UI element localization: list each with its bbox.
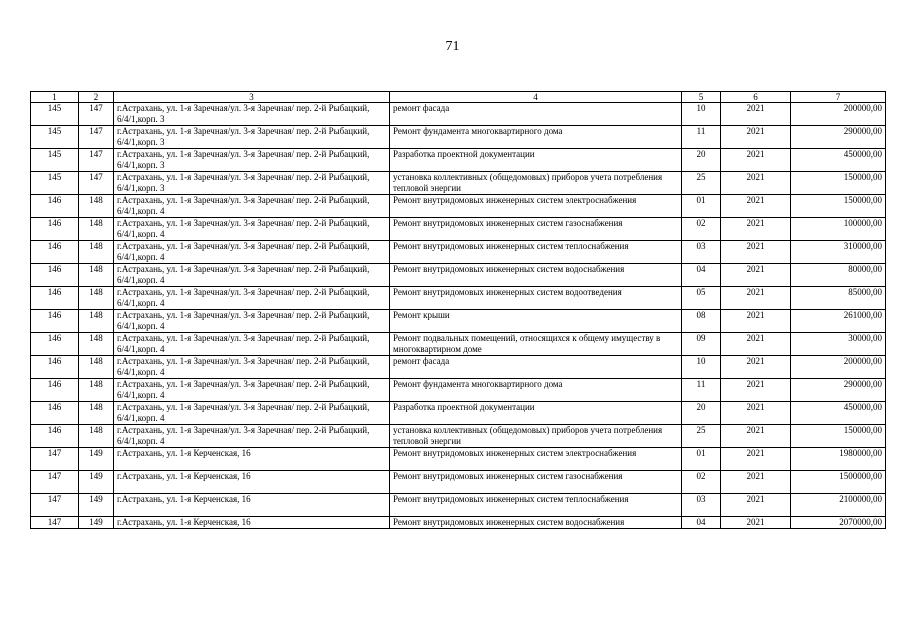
work-code-cell: 11 [682, 379, 721, 402]
work-type-cell: Ремонт внутридомовых инженерных систем электроснабжения [390, 448, 682, 471]
house-number-cell: 148 [79, 425, 114, 448]
year-cell: 2021 [721, 126, 791, 149]
house-number-cell: 147 [79, 149, 114, 172]
table-row [31, 448, 886, 471]
year-cell: 2021 [721, 172, 791, 195]
cost-cell: 2070000,00 [791, 517, 886, 529]
work-code-cell: 25 [682, 425, 721, 448]
work-code-cell: 10 [682, 356, 721, 379]
work-type-cell: установка коллективных (общедомовых) приборов учета потребления тепловой энергии [390, 425, 682, 448]
house-number-cell: 148 [79, 218, 114, 241]
address-cell: г.Астрахань, ул. 1-я Заречная/ул. 3-я Заречная/ пер. 2-й Рыбацкий, 6/4/1,корп. 4 [114, 310, 390, 333]
work-code-cell: 01 [682, 448, 721, 471]
year-cell: 2021 [721, 103, 791, 126]
work-code-cell: 05 [682, 287, 721, 310]
year-cell: 2021 [721, 425, 791, 448]
cost-cell: 310000,00 [791, 241, 886, 264]
cost-cell: 1980000,00 [791, 448, 886, 471]
cost-cell: 150000,00 [791, 425, 886, 448]
year-cell: 2021 [721, 448, 791, 471]
work-type-cell: Ремонт крыши [390, 310, 682, 333]
work-type-cell: Ремонт внутридомовых инженерных систем газоснабжения [390, 471, 682, 494]
address-cell: г.Астрахань, ул. 1-я Заречная/ул. 3-я Заречная/ пер. 2-й Рыбацкий, 6/4/1,корп. 4 [114, 379, 390, 402]
work-type-cell: Ремонт внутридомовых инженерных систем водоотведения [390, 287, 682, 310]
column-header: 5 [682, 92, 721, 103]
table-row [31, 402, 886, 425]
address-cell: г.Астрахань, ул. 1-я Заречная/ул. 3-я Заречная/ пер. 2-й Рыбацкий, 6/4/1,корп. 3 [114, 126, 390, 149]
house-number-cell: 148 [79, 241, 114, 264]
table-row [31, 425, 886, 448]
year-cell: 2021 [721, 241, 791, 264]
house-number-cell: 148 [79, 287, 114, 310]
row-index-cell: 146 [31, 333, 79, 356]
table-row [31, 333, 886, 356]
table-row [31, 356, 886, 379]
house-number-cell: 147 [79, 126, 114, 149]
cost-cell: 85000,00 [791, 287, 886, 310]
table-row [31, 103, 886, 126]
work-type-cell: Ремонт подвальных помещений, относящихся к общему имуществу в многоквартирном доме [390, 333, 682, 356]
work-code-cell: 03 [682, 241, 721, 264]
year-cell: 2021 [721, 218, 791, 241]
house-number-cell: 149 [79, 471, 114, 494]
work-type-cell: Ремонт фундамента многоквартирного дома [390, 379, 682, 402]
address-cell: г.Астрахань, ул. 1-я Керченская, 16 [114, 517, 390, 529]
work-code-cell: 20 [682, 149, 721, 172]
row-index-cell: 145 [31, 126, 79, 149]
work-code-cell: 11 [682, 126, 721, 149]
work-code-cell: 04 [682, 264, 721, 287]
address-cell: г.Астрахань, ул. 1-я Керченская, 16 [114, 471, 390, 494]
address-cell: г.Астрахань, ул. 1-я Керченская, 16 [114, 494, 390, 517]
row-index-cell: 146 [31, 218, 79, 241]
work-code-cell: 03 [682, 494, 721, 517]
row-index-cell: 147 [31, 448, 79, 471]
row-index-cell: 146 [31, 310, 79, 333]
house-number-cell: 148 [79, 379, 114, 402]
row-index-cell: 146 [31, 264, 79, 287]
column-header: 3 [114, 92, 390, 103]
address-cell: г.Астрахань, ул. 1-я Заречная/ул. 3-я Заречная/ пер. 2-й Рыбацкий, 6/4/1,корп. 4 [114, 264, 390, 287]
table-row [31, 218, 886, 241]
column-header: 4 [390, 92, 682, 103]
address-cell: г.Астрахань, ул. 1-я Заречная/ул. 3-я Заречная/ пер. 2-й Рыбацкий, 6/4/1,корп. 4 [114, 333, 390, 356]
table-row [31, 517, 886, 529]
cost-cell: 450000,00 [791, 149, 886, 172]
cost-cell: 261000,00 [791, 310, 886, 333]
house-number-cell: 148 [79, 195, 114, 218]
work-type-cell: ремонт фасада [390, 356, 682, 379]
address-cell: г.Астрахань, ул. 1-я Керченская, 16 [114, 448, 390, 471]
work-code-cell: 08 [682, 310, 721, 333]
table-row [31, 241, 886, 264]
work-type-cell: Разработка проектной документации [390, 402, 682, 425]
year-cell: 2021 [721, 402, 791, 425]
house-number-cell: 148 [79, 356, 114, 379]
cost-cell: 450000,00 [791, 402, 886, 425]
row-index-cell: 146 [31, 425, 79, 448]
table-body [31, 103, 886, 529]
table-row [31, 379, 886, 402]
table-row [31, 494, 886, 517]
address-cell: г.Астрахань, ул. 1-я Заречная/ул. 3-я Заречная/ пер. 2-й Рыбацкий, 6/4/1,корп. 3 [114, 172, 390, 195]
address-cell: г.Астрахань, ул. 1-я Заречная/ул. 3-я Заречная/ пер. 2-й Рыбацкий, 6/4/1,корп. 3 [114, 103, 390, 126]
cost-cell: 80000,00 [791, 264, 886, 287]
year-cell: 2021 [721, 149, 791, 172]
address-cell: г.Астрахань, ул. 1-я Заречная/ул. 3-я Заречная/ пер. 2-й Рыбацкий, 6/4/1,корп. 4 [114, 218, 390, 241]
table-row [31, 126, 886, 149]
work-type-cell: Ремонт внутридомовых инженерных систем водоснабжения [390, 517, 682, 529]
row-index-cell: 146 [31, 241, 79, 264]
year-cell: 2021 [721, 379, 791, 402]
row-index-cell: 146 [31, 195, 79, 218]
row-index-cell: 147 [31, 517, 79, 529]
column-header: 2 [79, 92, 114, 103]
row-index-cell: 145 [31, 149, 79, 172]
page-number: 71 [445, 39, 460, 54]
work-schedule-table [30, 91, 886, 529]
row-index-cell: 146 [31, 379, 79, 402]
address-cell: г.Астрахань, ул. 1-я Заречная/ул. 3-я Заречная/ пер. 2-й Рыбацкий, 6/4/1,корп. 4 [114, 356, 390, 379]
cost-cell: 290000,00 [791, 379, 886, 402]
work-type-cell: Ремонт внутридомовых инженерных систем водоснабжения [390, 264, 682, 287]
work-code-cell: 09 [682, 333, 721, 356]
work-code-cell: 01 [682, 195, 721, 218]
work-code-cell: 25 [682, 172, 721, 195]
row-index-cell: 145 [31, 172, 79, 195]
house-number-cell: 148 [79, 333, 114, 356]
work-type-cell: Ремонт внутридомовых инженерных систем газоснабжения [390, 218, 682, 241]
row-index-cell: 147 [31, 471, 79, 494]
table-row [31, 149, 886, 172]
work-type-cell: установка коллективных (общедомовых) приборов учета потребления тепловой энергии [390, 172, 682, 195]
cost-cell: 1500000,00 [791, 471, 886, 494]
row-index-cell: 146 [31, 402, 79, 425]
house-number-cell: 149 [79, 494, 114, 517]
address-cell: г.Астрахань, ул. 1-я Заречная/ул. 3-я Заречная/ пер. 2-й Рыбацкий, 6/4/1,корп. 4 [114, 287, 390, 310]
table-row [31, 264, 886, 287]
row-index-cell: 146 [31, 356, 79, 379]
year-cell: 2021 [721, 310, 791, 333]
table-row [31, 287, 886, 310]
table-row [31, 471, 886, 494]
column-header: 7 [791, 92, 886, 103]
row-index-cell: 147 [31, 494, 79, 517]
year-cell: 2021 [721, 264, 791, 287]
year-cell: 2021 [721, 356, 791, 379]
work-code-cell: 02 [682, 471, 721, 494]
year-cell: 2021 [721, 494, 791, 517]
house-number-cell: 147 [79, 103, 114, 126]
house-number-cell: 148 [79, 310, 114, 333]
address-cell: г.Астрахань, ул. 1-я Заречная/ул. 3-я Заречная/ пер. 2-й Рыбацкий, 6/4/1,корп. 4 [114, 402, 390, 425]
cost-cell: 100000,00 [791, 218, 886, 241]
work-type-cell: ремонт фасада [390, 103, 682, 126]
table-row [31, 172, 886, 195]
cost-cell: 2100000,00 [791, 494, 886, 517]
house-number-cell: 149 [79, 517, 114, 529]
row-index-cell: 145 [31, 103, 79, 126]
year-cell: 2021 [721, 517, 791, 529]
cost-cell: 290000,00 [791, 126, 886, 149]
work-code-cell: 02 [682, 218, 721, 241]
work-code-cell: 04 [682, 517, 721, 529]
house-number-cell: 149 [79, 448, 114, 471]
cost-cell: 150000,00 [791, 172, 886, 195]
year-cell: 2021 [721, 287, 791, 310]
house-number-cell: 147 [79, 172, 114, 195]
house-number-cell: 148 [79, 402, 114, 425]
year-cell: 2021 [721, 333, 791, 356]
address-cell: г.Астрахань, ул. 1-я Заречная/ул. 3-я Заречная/ пер. 2-й Рыбацкий, 6/4/1,корп. 4 [114, 195, 390, 218]
work-type-cell: Ремонт внутридомовых инженерных систем электроснабжения [390, 195, 682, 218]
address-cell: г.Астрахань, ул. 1-я Заречная/ул. 3-я Заречная/ пер. 2-й Рыбацкий, 6/4/1,корп. 4 [114, 241, 390, 264]
cost-cell: 30000,00 [791, 333, 886, 356]
work-type-cell: Разработка проектной документации [390, 149, 682, 172]
column-header: 6 [721, 92, 791, 103]
column-header: 1 [31, 92, 79, 103]
work-type-cell: Ремонт внутридомовых инженерных систем теплоснабжения [390, 241, 682, 264]
work-type-cell: Ремонт внутридомовых инженерных систем теплоснабжения [390, 494, 682, 517]
row-index-cell: 146 [31, 287, 79, 310]
work-code-cell: 10 [682, 103, 721, 126]
table-row [31, 195, 886, 218]
header-row [31, 92, 886, 103]
work-type-cell: Ремонт фундамента многоквартирного дома [390, 126, 682, 149]
house-number-cell: 148 [79, 264, 114, 287]
cost-cell: 200000,00 [791, 103, 886, 126]
cost-cell: 150000,00 [791, 195, 886, 218]
year-cell: 2021 [721, 471, 791, 494]
year-cell: 2021 [721, 195, 791, 218]
work-code-cell: 20 [682, 402, 721, 425]
address-cell: г.Астрахань, ул. 1-я Заречная/ул. 3-я Заречная/ пер. 2-й Рыбацкий, 6/4/1,корп. 3 [114, 149, 390, 172]
address-cell: г.Астрахань, ул. 1-я Заречная/ул. 3-я Заречная/ пер. 2-й Рыбацкий, 6/4/1,корп. 4 [114, 425, 390, 448]
cost-cell: 200000,00 [791, 356, 886, 379]
table-row [31, 310, 886, 333]
